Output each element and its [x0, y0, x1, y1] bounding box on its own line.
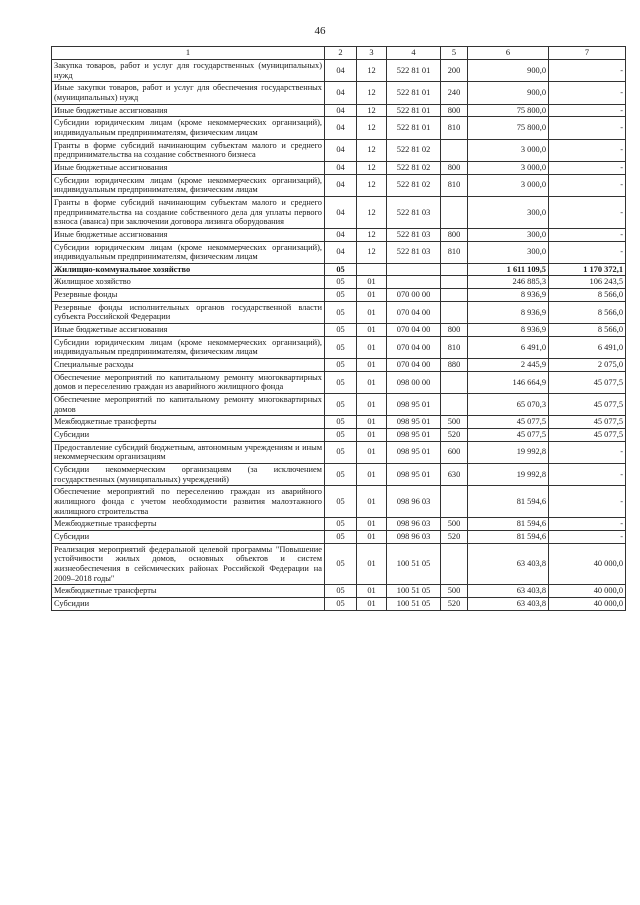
row-amount-2: 106 243,5 — [549, 276, 626, 289]
row-subsection: 01 — [357, 518, 387, 531]
row-expense-type: 630 — [441, 463, 468, 485]
row-amount-2: 8 566,0 — [549, 289, 626, 302]
table-row — [52, 486, 626, 518]
row-target-article: 100 51 05 — [387, 543, 441, 585]
row-amount-2: 8 566,0 — [549, 301, 626, 323]
row-name: Иные бюджетные ассигнования — [52, 324, 325, 337]
row-subsection: 01 — [357, 429, 387, 442]
row-section: 04 — [325, 228, 357, 241]
row-expense-type: 810 — [441, 336, 468, 358]
row-amount-1: 8 936,9 — [468, 301, 549, 323]
row-name: Обеспечение мероприятий по капитальному ремонту многоквартирных домов и переселению граждан из аварийного жилищного фонда — [52, 371, 325, 393]
row-subsection: 12 — [357, 117, 387, 139]
table-row — [52, 441, 626, 463]
row-expense-type: 800 — [441, 104, 468, 117]
row-section: 05 — [325, 336, 357, 358]
row-amount-2: - — [549, 161, 626, 174]
row-amount-2: 40 000,0 — [549, 597, 626, 610]
row-subsection: 12 — [357, 161, 387, 174]
row-section: 05 — [325, 429, 357, 442]
row-target-article: 522 81 03 — [387, 228, 441, 241]
row-amount-1: 81 594,6 — [468, 486, 549, 518]
row-target-article — [387, 276, 441, 289]
table-row — [52, 174, 626, 196]
row-amount-2: - — [549, 117, 626, 139]
table-row — [52, 371, 626, 393]
header-col-1: 1 — [52, 47, 325, 60]
row-amount-2: 45 077,5 — [549, 394, 626, 416]
row-subsection: 01 — [357, 394, 387, 416]
row-section: 05 — [325, 441, 357, 463]
row-subsection: 12 — [357, 241, 387, 263]
table-row — [52, 289, 626, 302]
row-amount-2: - — [549, 441, 626, 463]
row-amount-1: 45 077,5 — [468, 429, 549, 442]
row-amount-1: 63 403,8 — [468, 585, 549, 598]
row-section: 04 — [325, 60, 357, 82]
row-name: Реализация мероприятий федеральной целевой программы "Повышение устойчивости жилых домов, основных объектов и систем жизнеобеспечения в сейсмических районах Российской Федерации на 2009–2018 годы" — [52, 543, 325, 585]
row-amount-1: 8 936,9 — [468, 324, 549, 337]
table-body — [52, 60, 626, 611]
row-amount-2: 8 566,0 — [549, 324, 626, 337]
row-name: Субсидии — [52, 429, 325, 442]
row-expense-type: 520 — [441, 429, 468, 442]
row-amount-1: 300,0 — [468, 228, 549, 241]
row-section: 04 — [325, 139, 357, 161]
row-name: Специальные расходы — [52, 359, 325, 372]
row-expense-type — [441, 139, 468, 161]
row-name: Предоставление субсидий бюджетным, автономным учреждениям и иным некоммерческим организациям — [52, 441, 325, 463]
row-target-article: 100 51 05 — [387, 597, 441, 610]
table-row — [52, 196, 626, 228]
row-name: Гранты в форме субсидий начинающим субъектам малого и среднего предпринимательства на создание собственного дела для уплаты первого взноса (аванса) при заключении договора лизинга оборудования — [52, 196, 325, 228]
row-name: Обеспечение мероприятий по переселению граждан из аварийного жилищного фонда с учетом необходимости развития малоэтажного жилищного строительства — [52, 486, 325, 518]
row-subsection: 01 — [357, 336, 387, 358]
row-expense-type — [441, 289, 468, 302]
row-section: 05 — [325, 263, 357, 276]
header-col-6: 6 — [468, 47, 549, 60]
row-subsection: 01 — [357, 486, 387, 518]
row-subsection: 01 — [357, 597, 387, 610]
row-target-article: 098 95 01 — [387, 394, 441, 416]
row-amount-1: 3 000,0 — [468, 174, 549, 196]
table-row — [52, 263, 626, 276]
table-row — [52, 394, 626, 416]
row-target-article: 070 04 00 — [387, 359, 441, 372]
header-col-5: 5 — [441, 47, 468, 60]
row-amount-1: 19 992,8 — [468, 463, 549, 485]
row-amount-1: 45 077,5 — [468, 416, 549, 429]
row-amount-2: - — [549, 139, 626, 161]
row-expense-type: 500 — [441, 518, 468, 531]
row-subsection: 01 — [357, 463, 387, 485]
row-target-article: 522 81 01 — [387, 60, 441, 82]
row-target-article — [387, 263, 441, 276]
table-row — [52, 276, 626, 289]
row-section: 05 — [325, 463, 357, 485]
row-section: 05 — [325, 486, 357, 518]
row-expense-type: 800 — [441, 324, 468, 337]
header-col-3: 3 — [357, 47, 387, 60]
row-name: Резервные фонды — [52, 289, 325, 302]
row-expense-type — [441, 276, 468, 289]
row-section: 05 — [325, 416, 357, 429]
row-section: 05 — [325, 371, 357, 393]
row-name: Резервные фонды исполнительных органов государственной власти субъекта Российской Федерации — [52, 301, 325, 323]
row-amount-2: - — [549, 174, 626, 196]
row-subsection: 01 — [357, 441, 387, 463]
row-amount-1: 900,0 — [468, 82, 549, 104]
row-target-article: 070 04 00 — [387, 324, 441, 337]
row-name: Обеспечение мероприятий по капитальному ремонту многоквартирных домов — [52, 394, 325, 416]
row-amount-1: 19 992,8 — [468, 441, 549, 463]
row-name: Субсидии юридическим лицам (кроме некоммерческих организаций), индивидуальным предпринимателям, физическим лицам — [52, 117, 325, 139]
row-target-article: 098 95 01 — [387, 441, 441, 463]
row-subsection: 01 — [357, 301, 387, 323]
row-amount-1: 3 000,0 — [468, 161, 549, 174]
row-amount-2: - — [549, 60, 626, 82]
row-section: 05 — [325, 394, 357, 416]
row-subsection: 12 — [357, 228, 387, 241]
table-row — [52, 543, 626, 585]
row-target-article: 098 96 03 — [387, 518, 441, 531]
row-expense-type — [441, 543, 468, 585]
row-name: Межбюджетные трансферты — [52, 585, 325, 598]
row-target-article: 070 00 00 — [387, 289, 441, 302]
table-row — [52, 336, 626, 358]
row-subsection: 01 — [357, 324, 387, 337]
row-amount-2: 45 077,5 — [549, 429, 626, 442]
row-expense-type: 240 — [441, 82, 468, 104]
header-col-2: 2 — [325, 47, 357, 60]
table-row — [52, 463, 626, 485]
row-expense-type: 800 — [441, 161, 468, 174]
row-amount-1: 246 885,3 — [468, 276, 549, 289]
row-subsection: 12 — [357, 174, 387, 196]
row-target-article: 098 95 01 — [387, 416, 441, 429]
row-amount-1: 300,0 — [468, 241, 549, 263]
row-amount-1: 65 070,3 — [468, 394, 549, 416]
row-name: Субсидии — [52, 597, 325, 610]
row-amount-2: 45 077,5 — [549, 416, 626, 429]
row-subsection: 01 — [357, 371, 387, 393]
row-target-article: 522 81 03 — [387, 241, 441, 263]
row-expense-type: 810 — [441, 117, 468, 139]
row-expense-type: 810 — [441, 174, 468, 196]
row-target-article: 522 81 02 — [387, 139, 441, 161]
row-name: Закупка товаров, работ и услуг для государственных (муниципальных) нужд — [52, 60, 325, 82]
row-target-article: 522 81 02 — [387, 174, 441, 196]
row-target-article: 098 95 01 — [387, 463, 441, 485]
row-section: 04 — [325, 82, 357, 104]
row-amount-1: 63 403,8 — [468, 543, 549, 585]
row-amount-2: 40 000,0 — [549, 585, 626, 598]
table-row — [52, 228, 626, 241]
row-section: 04 — [325, 117, 357, 139]
row-section: 05 — [325, 518, 357, 531]
row-name: Иные бюджетные ассигнования — [52, 104, 325, 117]
row-section: 04 — [325, 161, 357, 174]
row-amount-2: - — [549, 228, 626, 241]
row-amount-2: - — [549, 486, 626, 518]
row-amount-2: 40 000,0 — [549, 543, 626, 585]
row-subsection: 12 — [357, 196, 387, 228]
row-section: 04 — [325, 241, 357, 263]
row-expense-type: 500 — [441, 585, 468, 598]
row-subsection: 12 — [357, 82, 387, 104]
row-section: 05 — [325, 530, 357, 543]
table-row — [52, 518, 626, 531]
row-amount-1: 81 594,6 — [468, 518, 549, 531]
row-name: Гранты в форме субсидий начинающим субъектам малого и среднего предпринимательства на создание собственного бизнеса — [52, 139, 325, 161]
row-target-article: 070 04 00 — [387, 301, 441, 323]
row-amount-1: 900,0 — [468, 60, 549, 82]
table-row — [52, 301, 626, 323]
row-expense-type — [441, 486, 468, 518]
row-amount-1: 75 800,0 — [468, 104, 549, 117]
row-amount-1: 63 403,8 — [468, 597, 549, 610]
header-col-4: 4 — [387, 47, 441, 60]
row-subsection: 01 — [357, 585, 387, 598]
row-expense-type: 800 — [441, 228, 468, 241]
row-target-article: 522 81 02 — [387, 161, 441, 174]
row-amount-2: 45 077,5 — [549, 371, 626, 393]
row-section: 05 — [325, 276, 357, 289]
row-target-article: 098 96 03 — [387, 486, 441, 518]
row-amount-1: 6 491,0 — [468, 336, 549, 358]
row-name: Иные бюджетные ассигнования — [52, 161, 325, 174]
row-name: Иные бюджетные ассигнования — [52, 228, 325, 241]
row-amount-2: - — [549, 82, 626, 104]
row-amount-2: 1 170 372,1 — [549, 263, 626, 276]
row-target-article: 098 96 03 — [387, 530, 441, 543]
table-row — [52, 104, 626, 117]
row-name: Межбюджетные трансферты — [52, 416, 325, 429]
row-subsection: 12 — [357, 60, 387, 82]
row-expense-type: 500 — [441, 416, 468, 429]
row-section: 05 — [325, 301, 357, 323]
row-section: 05 — [325, 359, 357, 372]
table-row — [52, 60, 626, 82]
table-row — [52, 597, 626, 610]
row-section: 05 — [325, 597, 357, 610]
row-target-article: 522 81 03 — [387, 196, 441, 228]
row-amount-1: 75 800,0 — [468, 117, 549, 139]
row-subsection: 01 — [357, 530, 387, 543]
row-expense-type — [441, 394, 468, 416]
row-amount-1: 1 611 109,5 — [468, 263, 549, 276]
row-subsection: 12 — [357, 104, 387, 117]
page-number: 46 — [314, 25, 326, 37]
row-amount-1: 8 936,9 — [468, 289, 549, 302]
row-amount-1: 2 445,9 — [468, 359, 549, 372]
budget-table — [51, 46, 626, 611]
table-row — [52, 139, 626, 161]
row-expense-type — [441, 263, 468, 276]
row-subsection: 12 — [357, 139, 387, 161]
row-expense-type: 600 — [441, 441, 468, 463]
row-name: Субсидии — [52, 530, 325, 543]
row-amount-2: 2 075,0 — [549, 359, 626, 372]
row-subsection: 01 — [357, 359, 387, 372]
row-amount-2: - — [549, 530, 626, 543]
row-section: 05 — [325, 543, 357, 585]
row-name: Субсидии юридическим лицам (кроме некоммерческих организаций), индивидуальным предпринимателям, физическим лицам — [52, 336, 325, 358]
row-expense-type — [441, 196, 468, 228]
row-amount-2: - — [549, 241, 626, 263]
row-name: Межбюджетные трансферты — [52, 518, 325, 531]
row-amount-1: 300,0 — [468, 196, 549, 228]
row-target-article: 098 00 00 — [387, 371, 441, 393]
table-row — [52, 530, 626, 543]
header-row — [52, 47, 626, 60]
row-amount-2: - — [549, 518, 626, 531]
row-name: Жилищное хозяйство — [52, 276, 325, 289]
row-target-article: 100 51 05 — [387, 585, 441, 598]
row-target-article: 098 95 01 — [387, 429, 441, 442]
row-section: 05 — [325, 289, 357, 302]
row-amount-1: 81 594,6 — [468, 530, 549, 543]
row-expense-type: 810 — [441, 241, 468, 263]
table-row — [52, 117, 626, 139]
row-subsection: 01 — [357, 276, 387, 289]
row-name: Жилищно-коммунальное хозяйство — [52, 263, 325, 276]
table-row — [52, 416, 626, 429]
row-name: Иные закупки товаров, работ и услуг для обеспечения государственных (муниципальных) нужд — [52, 82, 325, 104]
row-section: 04 — [325, 174, 357, 196]
row-section: 05 — [325, 585, 357, 598]
table-row — [52, 359, 626, 372]
row-target-article: 522 81 01 — [387, 82, 441, 104]
row-target-article: 522 81 01 — [387, 104, 441, 117]
table-row — [52, 241, 626, 263]
row-target-article: 522 81 01 — [387, 117, 441, 139]
row-subsection: 01 — [357, 289, 387, 302]
row-expense-type: 200 — [441, 60, 468, 82]
row-amount-1: 3 000,0 — [468, 139, 549, 161]
row-name: Субсидии юридическим лицам (кроме некоммерческих организаций), индивидуальным предпринимателям, физическим лицам — [52, 174, 325, 196]
row-expense-type: 520 — [441, 530, 468, 543]
row-section: 05 — [325, 324, 357, 337]
table-row — [52, 585, 626, 598]
row-section: 04 — [325, 104, 357, 117]
row-expense-type — [441, 301, 468, 323]
row-subsection: 01 — [357, 416, 387, 429]
row-target-article: 070 04 00 — [387, 336, 441, 358]
row-section: 04 — [325, 196, 357, 228]
row-amount-1: 146 664,9 — [468, 371, 549, 393]
table-row — [52, 161, 626, 174]
table-row — [52, 429, 626, 442]
row-expense-type: 520 — [441, 597, 468, 610]
row-amount-2: - — [549, 196, 626, 228]
row-subsection: 01 — [357, 543, 387, 585]
row-name: Субсидии некоммерческим организациям (за исключением государственных (муниципальных) учреждений) — [52, 463, 325, 485]
row-amount-2: - — [549, 463, 626, 485]
header-col-7: 7 — [549, 47, 626, 60]
row-subsection — [357, 263, 387, 276]
row-amount-2: 6 491,0 — [549, 336, 626, 358]
row-expense-type — [441, 371, 468, 393]
row-name: Субсидии юридическим лицам (кроме некоммерческих организаций), индивидуальным предпринимателям, физическим лицам — [52, 241, 325, 263]
table-row — [52, 82, 626, 104]
row-expense-type: 880 — [441, 359, 468, 372]
row-amount-2: - — [549, 104, 626, 117]
table-row — [52, 324, 626, 337]
